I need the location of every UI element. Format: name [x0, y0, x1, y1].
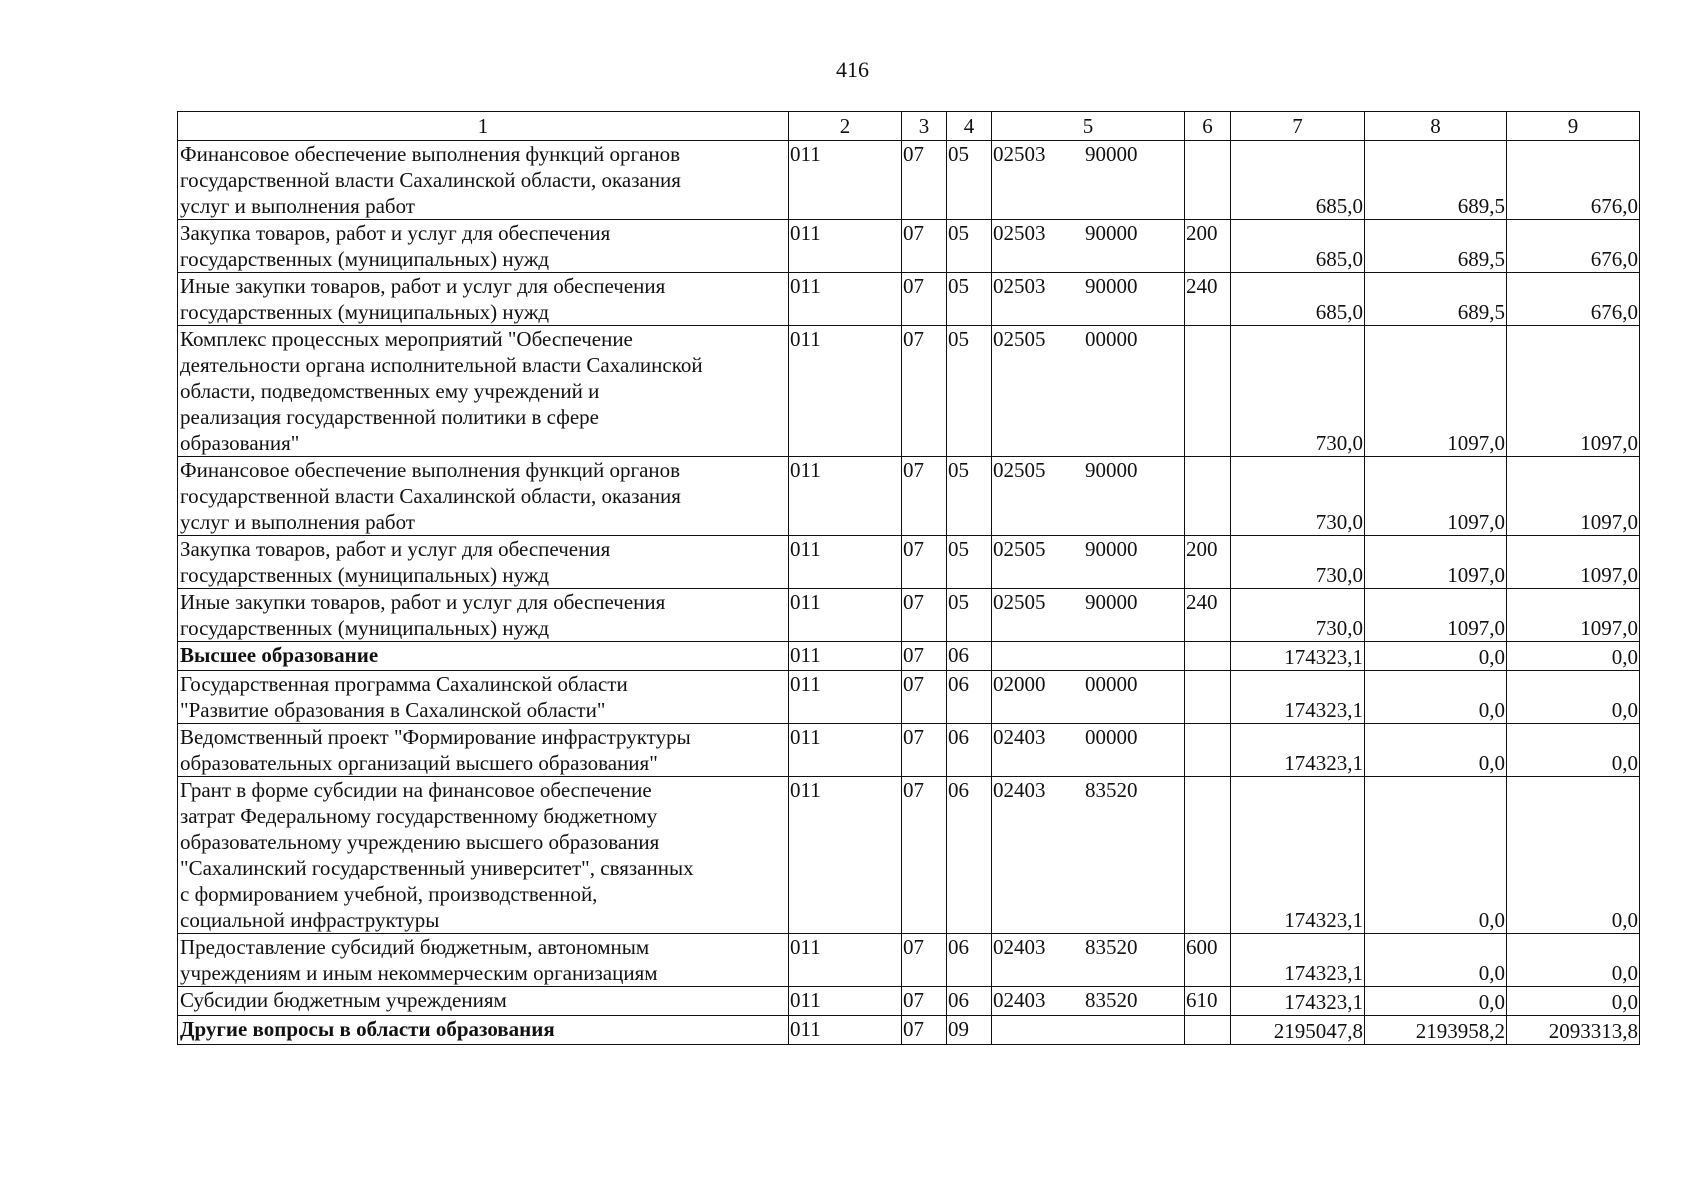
target-article-cell [992, 1016, 1185, 1045]
expense-type-cell: 200 [1185, 536, 1231, 589]
section-code-cell: 07 [902, 724, 947, 777]
amount-year3-cell: 0,0 [1507, 934, 1640, 987]
amount-year1-cell: 2195047,8 [1231, 1016, 1365, 1045]
table-row [178, 724, 1640, 777]
amount-year2-cell: 0,0 [1365, 987, 1507, 1016]
amount-year2-cell: 1097,0 [1365, 536, 1507, 589]
target-article-cell [992, 671, 1185, 724]
target-article-program: 02505 [993, 458, 1046, 482]
amount-year2-cell: 0,0 [1365, 934, 1507, 987]
table-row [178, 987, 1640, 1016]
expense-type-cell [1185, 642, 1231, 671]
row-name-cell: Финансовое обеспечение выполнения функций органов государственной власти Сахалинской области, оказания услуг и выполнения работ [178, 141, 789, 220]
row-name-cell: Иные закупки товаров, работ и услуг для обеспечения государственных (муниципальных) нужд [178, 589, 789, 642]
row-name-cell: Государственная программа Сахалинской области "Развитие образования в Сахалинской области" [178, 671, 789, 724]
amount-year3-cell: 1097,0 [1507, 536, 1640, 589]
section-code-cell: 07 [902, 642, 947, 671]
amount-year3-cell: 2093313,8 [1507, 1016, 1640, 1045]
header-cell: 8 [1365, 112, 1507, 141]
subsection-code-cell: 06 [947, 642, 992, 671]
subsection-code-cell: 05 [947, 273, 992, 326]
amount-year3-cell: 676,0 [1507, 220, 1640, 273]
target-article-cell [992, 536, 1185, 589]
amount-year1-cell: 730,0 [1231, 457, 1365, 536]
target-article-direction: 00000 [1085, 725, 1138, 749]
table-row [178, 220, 1640, 273]
admin-code-cell: 011 [789, 777, 902, 934]
table-row [178, 141, 1640, 220]
admin-code-cell: 011 [789, 671, 902, 724]
row-name-cell: Грант в форме субсидии на финансовое обеспечение затрат Федеральному государственному бюджетному образовательному учреждению высшего образования "Сахалинский государственный университет", связанных с формированием учебной, производственной, социальной инфраструктуры [178, 777, 789, 934]
amount-year1-cell: 685,0 [1231, 273, 1365, 326]
admin-code-cell: 011 [789, 934, 902, 987]
table-row [178, 671, 1640, 724]
amount-year3-cell: 0,0 [1507, 671, 1640, 724]
table-row [178, 273, 1640, 326]
target-article-cell [992, 220, 1185, 273]
target-article-cell [992, 724, 1185, 777]
expense-type-cell: 200 [1185, 220, 1231, 273]
expense-type-cell [1185, 141, 1231, 220]
expense-type-cell: 600 [1185, 934, 1231, 987]
section-code-cell: 07 [902, 220, 947, 273]
row-name-cell: Закупка товаров, работ и услуг для обеспечения государственных (муниципальных) нужд [178, 220, 789, 273]
subsection-code-cell: 05 [947, 589, 992, 642]
header-row [178, 112, 1640, 141]
admin-code-cell: 011 [789, 141, 902, 220]
header-cell: 3 [902, 112, 947, 141]
table-row [178, 589, 1640, 642]
amount-year3-cell: 1097,0 [1507, 457, 1640, 536]
expense-type-cell [1185, 326, 1231, 457]
header-cell: 4 [947, 112, 992, 141]
target-article-direction: 00000 [1085, 672, 1138, 696]
amount-year2-cell: 2193958,2 [1365, 1016, 1507, 1045]
subsection-code-cell: 09 [947, 1016, 992, 1045]
table-body [178, 112, 1640, 1045]
amount-year3-cell: 0,0 [1507, 987, 1640, 1016]
amount-year3-cell: 676,0 [1507, 141, 1640, 220]
section-code-cell: 07 [902, 141, 947, 220]
amount-year3-cell: 0,0 [1507, 777, 1640, 934]
target-article-direction: 90000 [1085, 274, 1138, 298]
amount-year2-cell: 1097,0 [1365, 457, 1507, 536]
subsection-code-cell: 06 [947, 724, 992, 777]
header-cell: 2 [789, 112, 902, 141]
section-code-cell: 07 [902, 671, 947, 724]
row-name-cell: Субсидии бюджетным учреждениям [178, 987, 789, 1016]
amount-year3-cell: 1097,0 [1507, 326, 1640, 457]
target-article-program: 02000 [993, 672, 1046, 696]
table-row [178, 1016, 1640, 1045]
expense-type-cell [1185, 1016, 1231, 1045]
section-code-cell: 07 [902, 987, 947, 1016]
amount-year1-cell: 174323,1 [1231, 777, 1365, 934]
table-row [178, 326, 1640, 457]
row-name-cell: Закупка товаров, работ и услуг для обеспечения государственных (муниципальных) нужд [178, 536, 789, 589]
row-name-cell: Предоставление субсидий бюджетным, автономным учреждениям и иным некоммерческим организациям [178, 934, 789, 987]
section-code-cell: 07 [902, 1016, 947, 1045]
expense-type-cell: 610 [1185, 987, 1231, 1016]
amount-year1-cell: 174323,1 [1231, 987, 1365, 1016]
section-code-cell: 07 [902, 536, 947, 589]
target-article-program: 02505 [993, 590, 1046, 614]
admin-code-cell: 011 [789, 273, 902, 326]
target-article-direction: 00000 [1085, 327, 1138, 351]
table-row [178, 777, 1640, 934]
target-article-direction: 90000 [1085, 590, 1138, 614]
table-row [178, 457, 1640, 536]
row-name-cell: Комплекс процессных мероприятий "Обеспечение деятельности органа исполнительной власти Сахалинской области, подведомственных ему учреждений и реализация государственной политики в сфере образования" [178, 326, 789, 457]
section-code-cell: 07 [902, 934, 947, 987]
header-cell: 1 [178, 112, 789, 141]
table-row [178, 536, 1640, 589]
header-cell: 5 [992, 112, 1185, 141]
amount-year3-cell: 676,0 [1507, 273, 1640, 326]
row-name-cell: Другие вопросы в области образования [178, 1016, 789, 1045]
row-name-cell: Высшее образование [178, 642, 789, 671]
amount-year2-cell: 0,0 [1365, 642, 1507, 671]
table-row [178, 642, 1640, 671]
header-cell: 9 [1507, 112, 1640, 141]
subsection-code-cell: 06 [947, 671, 992, 724]
section-code-cell: 07 [902, 589, 947, 642]
expense-type-cell [1185, 724, 1231, 777]
row-name-cell: Ведомственный проект "Формирование инфраструктуры образовательных организаций высшего образования" [178, 724, 789, 777]
target-article-cell [992, 273, 1185, 326]
subsection-code-cell: 05 [947, 536, 992, 589]
admin-code-cell: 011 [789, 220, 902, 273]
admin-code-cell: 011 [789, 987, 902, 1016]
admin-code-cell: 011 [789, 589, 902, 642]
amount-year1-cell: 685,0 [1231, 141, 1365, 220]
row-name-cell: Финансовое обеспечение выполнения функций органов государственной власти Сахалинской области, оказания услуг и выполнения работ [178, 457, 789, 536]
target-article-cell [992, 934, 1185, 987]
amount-year2-cell: 1097,0 [1365, 589, 1507, 642]
target-article-program: 02403 [993, 725, 1046, 749]
target-article-program: 02503 [993, 221, 1046, 245]
target-article-direction: 83520 [1085, 935, 1138, 959]
target-article-program: 02403 [993, 988, 1046, 1012]
page-number: 416 [836, 57, 869, 82]
admin-code-cell: 011 [789, 326, 902, 457]
amount-year3-cell: 0,0 [1507, 724, 1640, 777]
section-code-cell: 07 [902, 326, 947, 457]
section-code-cell: 07 [902, 777, 947, 934]
target-article-program: 02403 [993, 778, 1046, 802]
target-article-program: 02503 [993, 142, 1046, 166]
subsection-code-cell: 06 [947, 777, 992, 934]
table-row [178, 934, 1640, 987]
admin-code-cell: 011 [789, 457, 902, 536]
amount-year2-cell: 1097,0 [1365, 326, 1507, 457]
target-article-direction: 90000 [1085, 537, 1138, 561]
amount-year2-cell: 689,5 [1365, 273, 1507, 326]
subsection-code-cell: 05 [947, 141, 992, 220]
header-cell: 6 [1185, 112, 1231, 141]
target-article-program: 02403 [993, 935, 1046, 959]
admin-code-cell: 011 [789, 724, 902, 777]
target-article-direction: 83520 [1085, 778, 1138, 802]
subsection-code-cell: 05 [947, 220, 992, 273]
amount-year1-cell: 174323,1 [1231, 934, 1365, 987]
target-article-program: 02503 [993, 274, 1046, 298]
subsection-code-cell: 05 [947, 326, 992, 457]
amount-year3-cell: 1097,0 [1507, 589, 1640, 642]
target-article-cell [992, 141, 1185, 220]
amount-year3-cell: 0,0 [1507, 642, 1640, 671]
amount-year2-cell: 0,0 [1365, 777, 1507, 934]
amount-year1-cell: 730,0 [1231, 326, 1365, 457]
target-article-program: 02505 [993, 327, 1046, 351]
target-article-program: 02505 [993, 537, 1046, 561]
target-article-direction: 83520 [1085, 988, 1138, 1012]
budget-table [177, 111, 1640, 1045]
subsection-code-cell: 06 [947, 987, 992, 1016]
admin-code-cell: 011 [789, 642, 902, 671]
target-article-cell [992, 457, 1185, 536]
amount-year2-cell: 689,5 [1365, 141, 1507, 220]
amount-year1-cell: 174323,1 [1231, 642, 1365, 671]
target-article-direction: 90000 [1085, 142, 1138, 166]
expense-type-cell: 240 [1185, 273, 1231, 326]
header-cell: 7 [1231, 112, 1365, 141]
section-code-cell: 07 [902, 273, 947, 326]
amount-year1-cell: 730,0 [1231, 536, 1365, 589]
amount-year2-cell: 689,5 [1365, 220, 1507, 273]
amount-year1-cell: 174323,1 [1231, 671, 1365, 724]
expense-type-cell [1185, 777, 1231, 934]
target-article-cell [992, 326, 1185, 457]
subsection-code-cell: 05 [947, 457, 992, 536]
target-article-direction: 90000 [1085, 221, 1138, 245]
amount-year2-cell: 0,0 [1365, 671, 1507, 724]
section-code-cell: 07 [902, 457, 947, 536]
row-name-cell: Иные закупки товаров, работ и услуг для обеспечения государственных (муниципальных) нужд [178, 273, 789, 326]
admin-code-cell: 011 [789, 1016, 902, 1045]
subsection-code-cell: 06 [947, 934, 992, 987]
amount-year2-cell: 0,0 [1365, 724, 1507, 777]
expense-type-cell [1185, 671, 1231, 724]
amount-year1-cell: 685,0 [1231, 220, 1365, 273]
expense-type-cell [1185, 457, 1231, 536]
target-article-cell [992, 987, 1185, 1016]
target-article-cell [992, 642, 1185, 671]
amount-year1-cell: 730,0 [1231, 589, 1365, 642]
target-article-cell [992, 777, 1185, 934]
admin-code-cell: 011 [789, 536, 902, 589]
target-article-cell [992, 589, 1185, 642]
target-article-direction: 90000 [1085, 458, 1138, 482]
expense-type-cell: 240 [1185, 589, 1231, 642]
amount-year1-cell: 174323,1 [1231, 724, 1365, 777]
